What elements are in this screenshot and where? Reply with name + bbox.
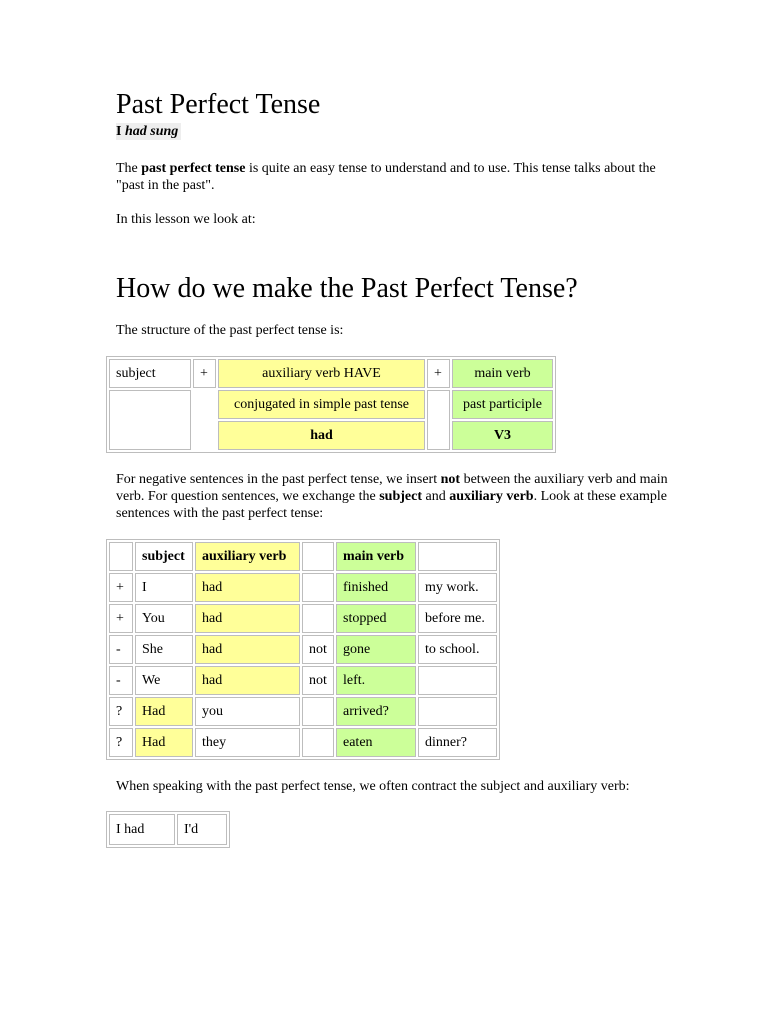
intro-bold-term: past perfect tense — [141, 161, 246, 176]
section-heading: How do we make the Past Perfect Tense? — [116, 273, 578, 304]
structure-subject-cell: subject — [109, 359, 191, 388]
structure-main-cell: main verb — [452, 359, 553, 388]
structure-aux-form-cell: had — [218, 421, 425, 450]
table-row — [109, 728, 497, 757]
subject-cell: Had — [135, 697, 193, 726]
sign-cell: - — [109, 666, 133, 695]
main-verb-cell: stopped — [336, 604, 416, 633]
rest-cell: my work. — [418, 573, 497, 602]
sign-cell: + — [109, 604, 133, 633]
bold-term-subject: subject — [379, 489, 422, 504]
subject-cell: She — [135, 635, 193, 664]
structure-main-note-cell: past participle — [452, 390, 553, 419]
structure-aux-note-cell: conjugated in simple past tense — [218, 390, 425, 419]
aux-cell: had — [195, 604, 300, 633]
main-verb-cell: left. — [336, 666, 416, 695]
main-verb-cell: arrived? — [336, 697, 416, 726]
examples-table — [106, 539, 500, 760]
paragraph-text: . Look at these example sentences with the past perfect tense: — [116, 489, 667, 521]
table-row — [109, 573, 497, 602]
lesson-intro: In this lesson we look at: — [116, 212, 256, 227]
not-cell — [302, 728, 334, 757]
subtitle-pronoun: I — [116, 124, 122, 139]
rest-cell: to school. — [418, 635, 497, 664]
contraction-short-cell: I'd — [177, 814, 227, 845]
header-not-cell — [302, 542, 334, 571]
sign-cell: + — [109, 573, 133, 602]
contraction-full-cell: I had — [109, 814, 175, 845]
subject-cell: You — [135, 604, 193, 633]
table-row — [109, 697, 497, 726]
aux-cell: had — [195, 573, 300, 602]
subject-cell: Had — [135, 728, 193, 757]
table-row — [109, 604, 497, 633]
header-aux-cell: auxiliary verb — [195, 542, 300, 571]
table-row — [109, 814, 227, 845]
paragraph-text: and — [421, 489, 450, 504]
contraction-paragraph: When speaking with the past perfect tense, we often contract the subject and auxiliary verb: — [116, 779, 630, 794]
structure-intro: The structure of the past perfect tense is: — [116, 323, 344, 338]
paragraph-text: For negative sentences in the past perfect tense, we insert — [116, 472, 441, 487]
intro-text-1: The — [116, 161, 142, 176]
not-cell — [302, 697, 334, 726]
aux-cell: had — [195, 635, 300, 664]
subject-cell: I — [135, 573, 193, 602]
page-title: Past Perfect Tense — [116, 89, 321, 120]
structure-empty-cell — [193, 390, 216, 450]
examples-header-row — [109, 542, 497, 571]
header-subject-cell: subject — [135, 542, 193, 571]
header-sign-cell — [109, 542, 133, 571]
table-row — [109, 666, 497, 695]
header-main-cell: main verb — [336, 542, 416, 571]
negative-question-paragraph — [116, 471, 676, 522]
subtitle-example — [116, 123, 181, 140]
aux-cell: they — [195, 728, 300, 757]
header-rest-cell — [418, 542, 497, 571]
not-cell: not — [302, 666, 334, 695]
contraction-table — [106, 811, 230, 848]
rest-cell: dinner? — [418, 728, 497, 757]
structure-empty-cell — [427, 390, 450, 450]
bold-term-not: not — [440, 472, 461, 487]
document-page — [116, 88, 676, 848]
intro-text-2: is quite an easy tense to understand and to use. This tense talks about the "past in the past". — [116, 161, 656, 193]
rest-cell — [418, 666, 497, 695]
subtitle-verb: had sung — [124, 124, 179, 139]
bold-term-auxiliary-verb: auxiliary verb — [449, 489, 534, 504]
intro-paragraph — [116, 160, 676, 194]
paragraph-text: between the auxiliary verb and main verb. For question sentences, we exchange the — [116, 472, 668, 504]
structure-row-2 — [109, 390, 553, 419]
subject-cell: We — [135, 666, 193, 695]
main-verb-cell: gone — [336, 635, 416, 664]
structure-row-1 — [109, 359, 553, 388]
structure-main-form-cell: V3 — [452, 421, 553, 450]
not-cell: not — [302, 635, 334, 664]
structure-plus-cell: + — [193, 359, 216, 388]
sign-cell: ? — [109, 697, 133, 726]
sign-cell: ? — [109, 728, 133, 757]
structure-table — [106, 356, 556, 453]
aux-cell: had — [195, 666, 300, 695]
rest-cell: before me. — [418, 604, 497, 633]
table-row — [109, 635, 497, 664]
sign-cell: - — [109, 635, 133, 664]
main-verb-cell: finished — [336, 573, 416, 602]
not-cell — [302, 604, 334, 633]
aux-cell: you — [195, 697, 300, 726]
rest-cell — [418, 697, 497, 726]
main-verb-cell: eaten — [336, 728, 416, 757]
structure-plus-cell: + — [427, 359, 450, 388]
structure-aux-cell: auxiliary verb HAVE — [218, 359, 425, 388]
structure-empty-cell — [109, 390, 191, 450]
not-cell — [302, 573, 334, 602]
